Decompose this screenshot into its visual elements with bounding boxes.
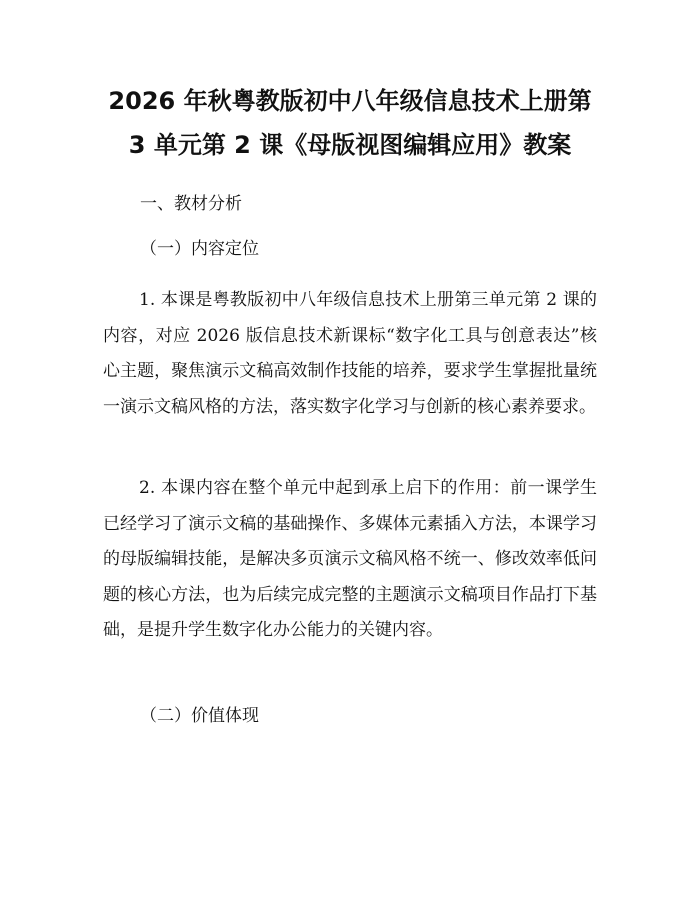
document-title-line-2: 3 单元第 2 课《母版视图编辑应用》教案 <box>128 131 572 159</box>
subsection-heading-value: （二）价值体现 <box>140 706 259 726</box>
section-heading-textbook-analysis: 一、教材分析 <box>140 194 242 214</box>
subsection-heading-content-positioning: （一）内容定位 <box>140 239 259 259</box>
paragraph-1: 1. 本课是粤教版初中八年级信息技术上册第三单元第 2 课的内容，对应 2026 版信息技术新课标“数字化工具与创意表达”核心主题，聚焦演示文稿高效制作技能的培养，要求学生掌握批量统一演示文稿风格的方法，落实数字化学习与创新的核心素养要求。 <box>103 290 597 417</box>
document-title-line-1: 2026 年秋粤教版初中八年级信息技术上册第 <box>108 87 592 115</box>
paragraph-2: 2. 本课内容在整个单元中起到承上启下的作用：前一课学生已经学习了演示文稿的基础操作、多媒体元素插入方法，本课学习的母版编辑技能，是解决多页演示文稿风格不统一、修改效率低问题的核心方法，也为后续完成完整的主题演示文稿项目作品打下基础，是提升学生数字化办公能力的关键内容。 <box>103 478 597 640</box>
